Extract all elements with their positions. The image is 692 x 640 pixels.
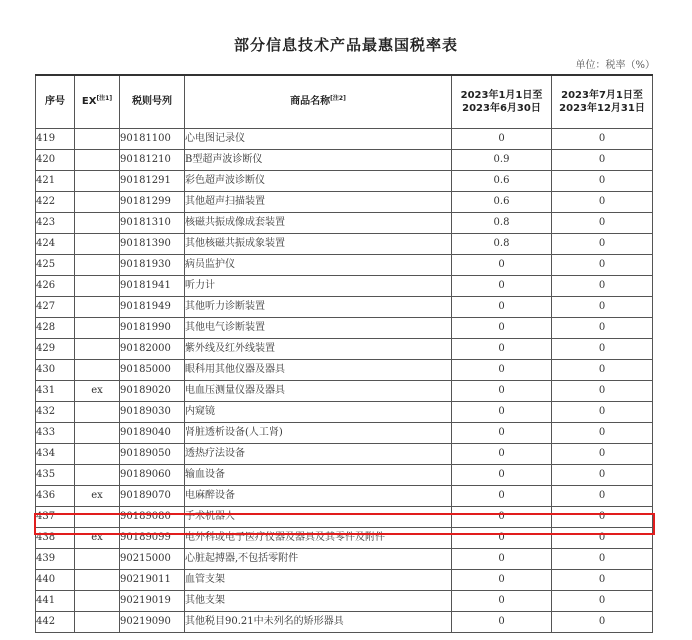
cell-rate-h1: 0 <box>452 507 552 528</box>
cell-seq: 440 <box>36 570 75 591</box>
cell-rate-h2: 0 <box>552 507 653 528</box>
header-code: 税则号列 <box>120 75 185 129</box>
cell-ex <box>75 234 120 255</box>
cell-rate-h1: 0 <box>452 486 552 507</box>
cell-rate-h1: 0 <box>452 339 552 360</box>
cell-rate-h1: 0 <box>452 276 552 297</box>
cell-rate-h1: 0 <box>452 381 552 402</box>
header-rate-h2: 2023年7月1日至 2023年12月31日 <box>552 75 653 129</box>
cell-rate-h2: 0 <box>552 549 653 570</box>
cell-ex <box>75 507 120 528</box>
cell-rate-h1: 0.9 <box>452 150 552 171</box>
cell-product-name: 其他支架 <box>185 591 452 612</box>
table-row <box>36 276 653 297</box>
table-row <box>36 360 653 381</box>
cell-product-name: 内窥镜 <box>185 402 452 423</box>
cell-rate-h2: 0 <box>552 612 653 633</box>
cell-rate-h2: 0 <box>552 444 653 465</box>
cell-seq: 435 <box>36 465 75 486</box>
cell-tariff-code: 90181299 <box>120 192 185 213</box>
unit-label: 单位：税率（%） <box>575 60 655 71</box>
cell-rate-h2: 0 <box>552 150 653 171</box>
cell-ex <box>75 129 120 150</box>
cell-ex <box>75 423 120 444</box>
cell-product-name: 血管支架 <box>185 570 452 591</box>
cell-tariff-code: 90181949 <box>120 297 185 318</box>
table-row <box>36 570 653 591</box>
table-row <box>36 402 653 423</box>
table-row <box>36 234 653 255</box>
cell-seq: 424 <box>36 234 75 255</box>
cell-seq: 427 <box>36 297 75 318</box>
cell-ex: ex <box>75 528 120 549</box>
cell-seq: 420 <box>36 150 75 171</box>
cell-product-name: 手术机器人 <box>185 507 452 528</box>
cell-product-name: 肾脏透析设备(人工肾) <box>185 423 452 444</box>
table-row <box>36 339 653 360</box>
cell-ex <box>75 318 120 339</box>
cell-seq: 429 <box>36 339 75 360</box>
table-row <box>36 444 653 465</box>
cell-tariff-code: 90189070 <box>120 486 185 507</box>
cell-tariff-code: 90219019 <box>120 591 185 612</box>
cell-rate-h1: 0 <box>452 360 552 381</box>
cell-product-name: 输血设备 <box>185 465 452 486</box>
cell-rate-h1: 0 <box>452 465 552 486</box>
tariff-rate-table <box>35 74 653 633</box>
cell-tariff-code: 90181291 <box>120 171 185 192</box>
cell-product-name: 心脏起搏器,不包括零附件 <box>185 549 452 570</box>
cell-rate-h2: 0 <box>552 486 653 507</box>
cell-ex <box>75 444 120 465</box>
cell-rate-h2: 0 <box>552 213 653 234</box>
cell-product-name: 眼科用其他仪器及器具 <box>185 360 452 381</box>
table-row <box>36 381 653 402</box>
header-rate-h1: 2023年1月1日至 2023年6月30日 <box>452 75 552 129</box>
cell-ex <box>75 171 120 192</box>
cell-rate-h1: 0 <box>452 549 552 570</box>
cell-rate-h2: 0 <box>552 318 653 339</box>
cell-seq: 423 <box>36 213 75 234</box>
table-row <box>36 549 653 570</box>
cell-rate-h1: 0.6 <box>452 192 552 213</box>
cell-rate-h1: 0 <box>452 444 552 465</box>
cell-tariff-code: 90181390 <box>120 234 185 255</box>
table-row-highlighted <box>36 507 653 528</box>
cell-rate-h2: 0 <box>552 528 653 549</box>
cell-tariff-code: 90181990 <box>120 318 185 339</box>
table-row <box>36 528 653 549</box>
cell-rate-h2: 0 <box>552 423 653 444</box>
cell-seq: 426 <box>36 276 75 297</box>
cell-product-name: B型超声波诊断仪 <box>185 150 452 171</box>
cell-rate-h2: 0 <box>552 276 653 297</box>
cell-tariff-code: 90189050 <box>120 444 185 465</box>
cell-rate-h1: 0 <box>452 423 552 444</box>
document-title: 部分信息技术产品最惠国税率表 <box>233 36 458 54</box>
table-row <box>36 318 653 339</box>
table-row <box>36 129 653 150</box>
cell-tariff-code: 90219090 <box>120 612 185 633</box>
cell-product-name: 听力计 <box>185 276 452 297</box>
table-body <box>36 129 653 633</box>
cell-rate-h2: 0 <box>552 591 653 612</box>
cell-rate-h1: 0 <box>452 318 552 339</box>
cell-seq: 431 <box>36 381 75 402</box>
cell-rate-h2: 0 <box>552 360 653 381</box>
cell-rate-h1: 0 <box>452 255 552 276</box>
table-row <box>36 150 653 171</box>
footnote-ref-2: [注2] <box>330 95 346 102</box>
cell-rate-h1: 0 <box>452 591 552 612</box>
cell-seq: 433 <box>36 423 75 444</box>
table-row <box>36 591 653 612</box>
cell-seq: 442 <box>36 612 75 633</box>
table-row <box>36 255 653 276</box>
cell-seq: 441 <box>36 591 75 612</box>
cell-product-name: 透热疗法设备 <box>185 444 452 465</box>
cell-rate-h1: 0 <box>452 570 552 591</box>
cell-ex <box>75 297 120 318</box>
cell-tariff-code: 90181941 <box>120 276 185 297</box>
table-row <box>36 486 653 507</box>
cell-product-name: 电血压测量仪器及器具 <box>185 381 452 402</box>
cell-product-name: 病员监护仪 <box>185 255 452 276</box>
cell-rate-h2: 0 <box>552 255 653 276</box>
header-ex: EX[注1] <box>75 75 120 129</box>
footnote-ref-1: [注1] <box>96 95 113 102</box>
cell-rate-h2: 0 <box>552 171 653 192</box>
cell-seq: 421 <box>36 171 75 192</box>
table-row <box>36 213 653 234</box>
cell-product-name: 电麻醉设备 <box>185 486 452 507</box>
cell-product-name: 核磁共振成像成套装置 <box>185 213 452 234</box>
cell-seq: 436 <box>36 486 75 507</box>
cell-product-name: 彩色超声波诊断仪 <box>185 171 452 192</box>
cell-rate-h1: 0.8 <box>452 213 552 234</box>
cell-rate-h1: 0.8 <box>452 234 552 255</box>
table-row <box>36 612 653 633</box>
cell-seq: 419 <box>36 129 75 150</box>
cell-rate-h1: 0 <box>452 612 552 633</box>
cell-rate-h2: 0 <box>552 339 653 360</box>
cell-tariff-code: 90189099 <box>120 528 185 549</box>
cell-product-name: 紫外线及红外线装置 <box>185 339 452 360</box>
cell-rate-h2: 0 <box>552 297 653 318</box>
cell-rate-h1: 0 <box>452 297 552 318</box>
cell-tariff-code: 90189020 <box>120 381 185 402</box>
cell-rate-h1: 0 <box>452 528 552 549</box>
cell-rate-h2: 0 <box>552 129 653 150</box>
cell-ex: ex <box>75 381 120 402</box>
cell-rate-h2: 0 <box>552 381 653 402</box>
header-name: 商品名称[注2] <box>185 75 452 129</box>
cell-seq: 430 <box>36 360 75 381</box>
cell-ex <box>75 402 120 423</box>
cell-ex <box>75 591 120 612</box>
cell-tariff-code: 90181930 <box>120 255 185 276</box>
cell-seq: 439 <box>36 549 75 570</box>
cell-product-name: 心电图记录仪 <box>185 129 452 150</box>
cell-tariff-code: 90181310 <box>120 213 185 234</box>
table-row <box>36 465 653 486</box>
cell-ex <box>75 255 120 276</box>
cell-seq: 428 <box>36 318 75 339</box>
cell-ex <box>75 360 120 381</box>
cell-seq: 422 <box>36 192 75 213</box>
cell-tariff-code: 90182000 <box>120 339 185 360</box>
cell-seq: 425 <box>36 255 75 276</box>
table-row <box>36 192 653 213</box>
cell-tariff-code: 90189030 <box>120 402 185 423</box>
cell-ex <box>75 192 120 213</box>
cell-rate-h1: 0 <box>452 129 552 150</box>
cell-ex <box>75 465 120 486</box>
cell-product-name: 其他税目90.21中未列名的矫形器具 <box>185 612 452 633</box>
cell-ex <box>75 612 120 633</box>
cell-ex <box>75 570 120 591</box>
cell-seq: 438 <box>36 528 75 549</box>
cell-rate-h1: 0.6 <box>452 171 552 192</box>
cell-tariff-code: 90185000 <box>120 360 185 381</box>
cell-product-name: 电外科或电子医疗仪器及器具及其零件及附件 <box>185 528 452 549</box>
cell-seq: 432 <box>36 402 75 423</box>
cell-product-name: 其他电气诊断装置 <box>185 318 452 339</box>
cell-ex: ex <box>75 486 120 507</box>
table-row <box>36 423 653 444</box>
cell-tariff-code: 90219011 <box>120 570 185 591</box>
cell-tariff-code: 90181210 <box>120 150 185 171</box>
cell-seq: 437 <box>36 507 75 528</box>
cell-rate-h2: 0 <box>552 192 653 213</box>
cell-tariff-code: 90215000 <box>120 549 185 570</box>
cell-tariff-code: 90189040 <box>120 423 185 444</box>
cell-product-name: 其他听力诊断装置 <box>185 297 452 318</box>
table-row <box>36 297 653 318</box>
header-seq: 序号 <box>36 75 75 129</box>
table-row <box>36 171 653 192</box>
cell-ex <box>75 213 120 234</box>
cell-product-name: 其他核磁共振成象装置 <box>185 234 452 255</box>
cell-ex <box>75 339 120 360</box>
table-header-row <box>36 75 653 129</box>
cell-ex <box>75 150 120 171</box>
cell-rate-h2: 0 <box>552 570 653 591</box>
cell-tariff-code: 90189080 <box>120 507 185 528</box>
cell-ex <box>75 276 120 297</box>
cell-tariff-code: 90181100 <box>120 129 185 150</box>
cell-rate-h2: 0 <box>552 402 653 423</box>
cell-rate-h1: 0 <box>452 402 552 423</box>
cell-ex <box>75 549 120 570</box>
cell-product-name: 其他超声扫描装置 <box>185 192 452 213</box>
cell-tariff-code: 90189060 <box>120 465 185 486</box>
cell-seq: 434 <box>36 444 75 465</box>
cell-rate-h2: 0 <box>552 465 653 486</box>
cell-rate-h2: 0 <box>552 234 653 255</box>
